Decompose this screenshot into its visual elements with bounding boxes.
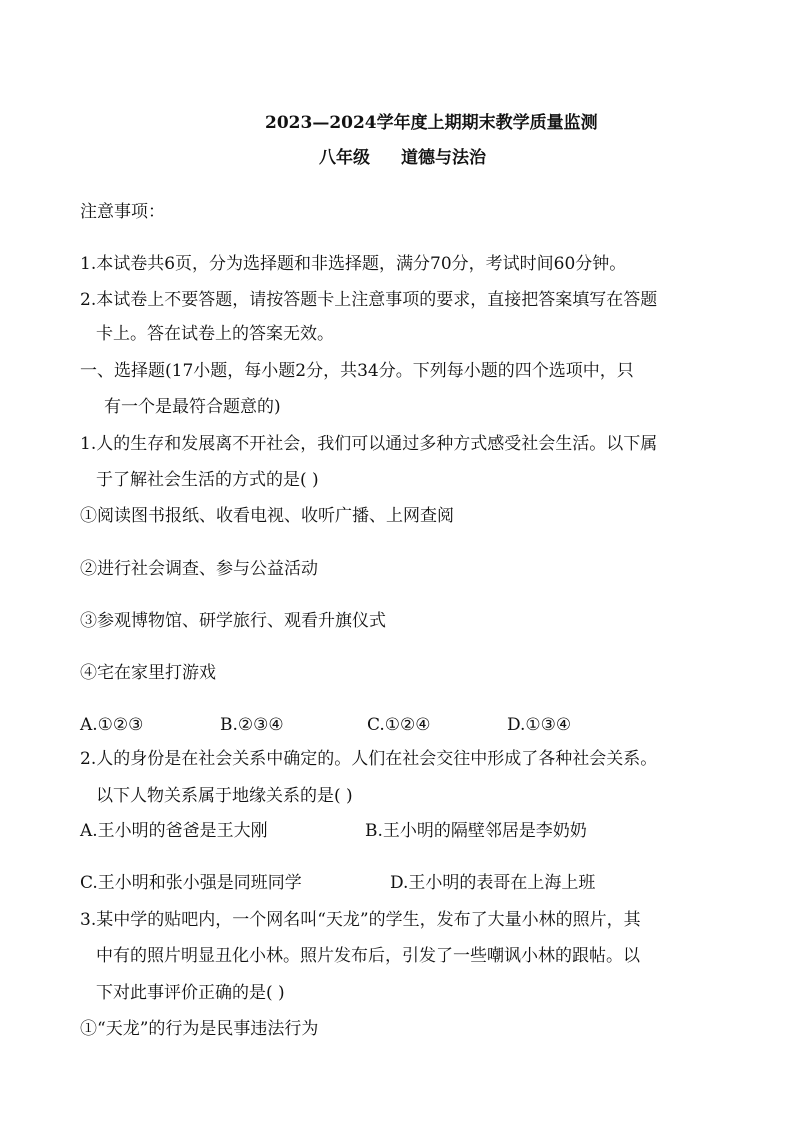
notice-item-2-line-1: 2.本试卷上不要答题，请按答题卡上注意事项的要求，直接把答案填写在答题 [80,290,658,310]
exam-subject: 道德与法治 [401,148,486,168]
q3-stem-line-3: 下对此事评价正确的是( ) [96,983,285,1003]
q2-option-d: D.王小明的表哥在上海上班 [390,873,596,893]
q1-item-4: ④宅在家里打游戏 [80,663,216,683]
q1-option-a: A.①②③ [80,715,144,735]
q2-option-c: C.王小明和张小强是同班同学 [80,873,302,893]
section-1-heading: 一、选择题(17小题，每小题2分，共34分。下列每小题的四个选项中，只 [80,361,634,381]
q3-stem-line-2: 中有的照片明显丑化小林。照片发布后，引发了一些嘲讽小林的跟帖。以 [96,946,640,966]
notice-heading: 注意事项： [80,202,165,222]
section-1-heading-cont: 有一个是最符合题意的) [104,397,281,417]
q2-option-b: B.王小明的隔壁邻居是李奶奶 [365,821,587,841]
exam-title: 2023—2024学年度上期期末教学质量监测 [265,113,598,133]
q1-item-3: ③参观博物馆、研学旅行、观看升旗仪式 [80,611,386,631]
q2-stem-line-2: 以下人物关系属于地缘关系的是( ) [96,786,353,806]
q1-stem-line-1: 1.人的生存和发展离不开社会，我们可以通过多种方式感受社会生活。以下属 [80,434,658,454]
exam-grade: 八年级 [319,148,370,168]
q1-option-b: B.②③④ [220,715,284,735]
notice-item-2-line-2: 卡上。答在试卷上的答案无效。 [96,324,334,344]
q3-item-1: ①“天龙”的行为是民事违法行为 [80,1019,319,1039]
q2-stem-line-1: 2.人的身份是在社会关系中确定的。人们在社会交往中形成了各种社会关系。 [80,749,658,769]
q1-stem-line-2: 于了解社会生活的方式的是( ) [96,470,319,490]
q1-item-1: ①阅读图书报纸、收看电视、收听广播、上网查阅 [80,506,454,526]
q1-option-c: C.①②④ [367,715,431,735]
q2-option-a: A.王小明的爸爸是王大刚 [80,821,268,841]
q3-stem-line-1: 3.某中学的贴吧内，一个网名叫“天龙”的学生，发布了大量小林的照片，其 [80,910,641,930]
q1-option-d: D.①③④ [507,715,572,735]
q1-item-2: ②进行社会调查、参与公益活动 [80,559,318,579]
notice-item-1: 1.本试卷共6页，分为选择题和非选择题，满分70分，考试时间60分钟。 [80,254,627,274]
